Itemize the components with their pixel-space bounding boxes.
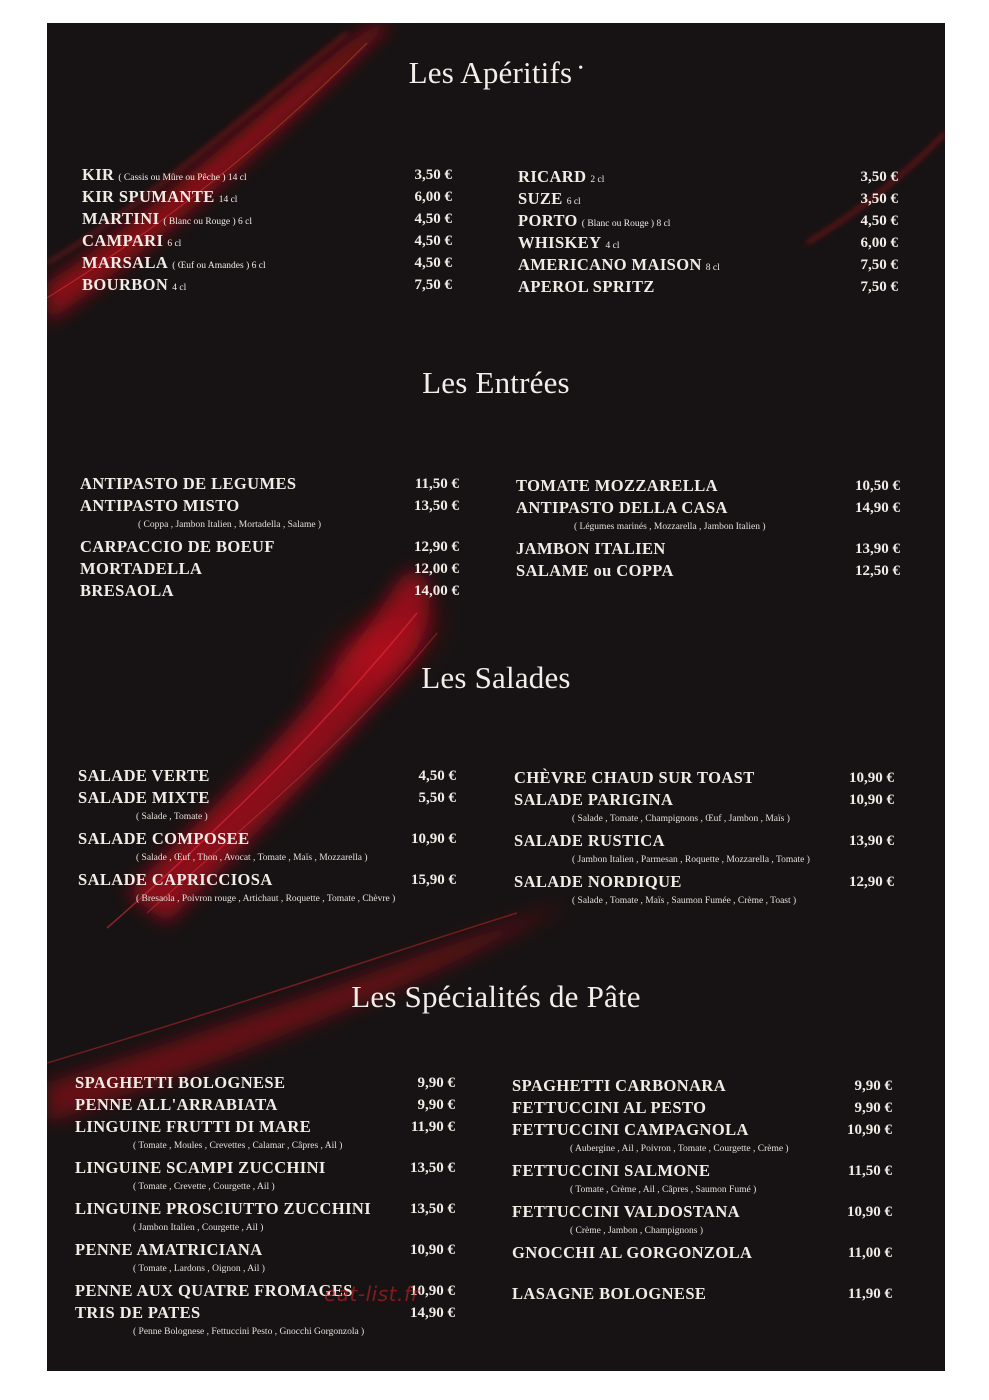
menu-item-price: 4,50 € [414,233,452,249]
menu-item-name [512,1119,749,1141]
menu-item-name [516,497,728,519]
menu-item-name [80,473,296,495]
menu-item-name-text: LASAGNE BOLOGNESE [512,1284,707,1303]
menu-item-name-text: SALADE CAPRICCIOSA [78,870,273,889]
menu-item-price: 10,90 € [410,1283,455,1299]
menu-item-name [512,1242,752,1264]
menu-item-price: 9,90 € [417,1075,455,1091]
menu-item [75,1239,455,1261]
menu-item [82,230,452,252]
menu-item-name-text: CAMPARI [82,231,164,250]
menu-item-description: ( Légumes marinés , Mozzarella , Jambon Italien ) [574,522,766,532]
menu-item-volume-note: ( Blanc ou Rouge ) 8 cl [581,219,671,229]
menu-item-name [514,767,755,789]
menu-item [512,1242,892,1264]
menu-item-name-text: FETTUCCINI VALDOSTANA [512,1202,740,1221]
menu-item-name-text: ANTIPASTO DE LEGUMES [80,474,297,493]
menu-item-name [78,765,210,787]
menu-item [82,208,452,230]
menu-item-description: ( Aubergine , Ail , Poivron , Tomate , Courgette , Crème ) [570,1144,789,1154]
menu-item [82,186,452,208]
menu-item-description: ( Salade , Tomate , Champignons , Œuf , Jambon , Maïs ) [572,814,790,824]
menu-item-name [75,1116,311,1138]
menu-item-volume-note: 8 cl [705,263,720,273]
menu-item-volume-note: 6 cl [167,239,182,249]
menu-item [514,830,894,852]
menu-item-name-text: SALADE COMPOSEE [78,829,250,848]
menu-item-name [512,1160,710,1182]
salades-right-column [514,767,894,912]
menu-item-name [518,276,655,298]
menu-item-name [514,871,682,893]
menu-item-price: 12,00 € [414,561,459,577]
aperitifs-right-column [518,166,898,298]
pates-right-column [512,1075,892,1305]
menu-item [516,538,900,560]
menu-item-description: ( Penne Bolognese , Fettuccini Pesto , Gnocchi Gorgonzola ) [133,1327,365,1337]
menu-item [512,1075,892,1097]
menu-item-name-text: APEROL SPRITZ [518,277,655,296]
menu-item-description: ( Salade , Tomate ) [136,812,208,822]
menu-item-price: 14,90 € [410,1305,455,1321]
menu-item-name [78,787,210,809]
menu-item-price: 11,90 € [847,1286,892,1302]
menu-item-description: ( Crème , Jambon , Champignons ) [570,1226,703,1236]
menu-item-name [516,475,718,497]
menu-item [82,274,452,296]
menu-item [512,1201,892,1223]
menu-item-name-text: AMERICANO MAISON [518,255,702,274]
menu-item-name-text: SUZE [518,189,563,208]
section-title-entrees [47,365,945,401]
menu-item-price: 11,50 € [847,1163,892,1179]
menu-item-name-text: KIR SPUMANTE [82,187,215,206]
menu-item [512,1097,892,1119]
menu-item-price: 15,90 € [411,872,456,888]
menu-item-name [75,1094,278,1116]
menu-item [512,1283,892,1305]
aperitifs-left-column [82,164,452,296]
menu-item-name [75,1302,201,1324]
menu-item-name-text: CARPACCIO DE BOEUF [80,537,275,556]
title-bullet: • [578,60,584,76]
menu-item-price: 13,50 € [414,498,459,514]
menu-item-name-text: GNOCCHI AL GORGONZOLA [512,1243,753,1262]
menu-item-name [80,495,240,517]
menu-item-name [512,1201,740,1223]
menu-item-volume-note: ( Œuf ou Amandes ) 6 cl [172,261,266,271]
menu-item [518,188,898,210]
menu-item-name-text: BRESAOLA [80,581,174,600]
menu-item-description: ( Jambon Italien , Courgette , Ail ) [133,1223,264,1233]
menu-item-name-text: ANTIPASTO DELLA CASA [516,498,728,517]
menu-item-name [512,1097,706,1119]
menu-item-price: 14,00 € [414,583,459,599]
menu-item-price: 13,90 € [855,541,900,557]
menu-item-name [78,869,273,891]
menu-item-name-text: MARSALA [82,253,169,272]
menu-item [80,536,459,558]
menu-item-price: 6,00 € [860,235,898,251]
menu-item-name-text: SALADE RUSTICA [514,831,665,850]
menu-item-name [514,830,665,852]
menu-item-name [80,536,275,558]
menu-item [75,1198,455,1220]
menu-item-price: 10,90 € [410,1242,455,1258]
menu-item-name-text: JAMBON ITALIEN [516,539,666,558]
menu-item-name-text: LINGUINE PROSCIUTTO ZUCCHINI [75,1199,372,1218]
menu-item-name-text: SALADE PARIGINA [514,790,674,809]
menu-item-name [80,558,202,580]
menu-item-name-text: WHISKEY [518,233,602,252]
menu-item-name-text: SALAME ou COPPA [516,561,674,580]
menu-item-price: 9,90 € [417,1097,455,1113]
menu-item-volume-note: ( Blanc ou Rouge ) 6 cl [163,217,253,227]
menu-item-volume-note: 14 cl [218,195,238,205]
menu-item-price: 13,90 € [849,833,894,849]
menu-item [518,254,898,276]
menu-item-price: 10,90 € [847,1204,892,1220]
menu-item-price: 11,00 € [847,1245,892,1261]
entrees-right-column [516,475,900,582]
menu-item-name-text: FETTUCCINI AL PESTO [512,1098,707,1117]
menu-item [78,787,456,809]
menu-item-volume-note: 2 cl [590,175,605,185]
menu-item-price: 12,50 € [855,563,900,579]
menu-item [518,166,898,188]
menu-item-price: 12,90 € [414,539,459,555]
menu-item-name [516,560,674,582]
menu-item [82,164,452,186]
menu-item-price: 7,50 € [860,279,898,295]
menu-item-name-text: RICARD [518,167,587,186]
menu-item [514,767,894,789]
menu-item-name-text: TOMATE MOZZARELLA [516,476,718,495]
menu-item-volume-note: ( Cassis ou Mûre ou Pêche ) 14 cl [118,173,247,183]
menu-item [75,1116,455,1138]
menu-item-name [78,828,249,850]
menu-item-price: 3,50 € [860,169,898,185]
menu-item [514,871,894,893]
menu-item [516,497,900,519]
menu-content [47,23,945,1371]
menu-item [82,252,452,274]
section-title-aperitifs [47,55,945,91]
section-title-text: Les Entrées [422,365,570,400]
menu-item-name-text: MORTADELLA [80,559,203,578]
menu-item-name-text: KIR [82,165,115,184]
menu-item-name-text: PENNE ALL'ARRABIATA [75,1095,278,1114]
menu-item-name-text: SPAGHETTI BOLOGNESE [75,1073,286,1092]
menu-item-description: ( Salade , Œuf , Thon , Avocat , Tomate , Maïs , Mozzarella ) [136,853,368,863]
menu-item-name-text: SPAGHETTI CARBONARA [512,1076,727,1095]
menu-item [514,789,894,811]
menu-item-name-text: SALADE MIXTE [78,788,210,807]
menu-item [512,1119,892,1141]
menu-item [78,765,456,787]
menu-item-price: 12,90 € [849,874,894,890]
menu-item-price: 4,50 € [860,213,898,229]
menu-item-name [75,1198,371,1220]
menu-item-name-text: LINGUINE FRUTTI DI MARE [75,1117,312,1136]
menu-item [80,558,459,580]
menu-item [516,475,900,497]
menu-item-price: 10,90 € [849,770,894,786]
menu-item-price: 13,50 € [410,1201,455,1217]
menu-item-description: ( Salade , Tomate , Maïs , Saumon Fumée , Crème , Toast ) [572,896,797,906]
menu-item-name-text: SALADE NORDIQUE [514,872,682,891]
menu-item-price: 9,90 € [854,1078,892,1094]
menu-item-price: 10,90 € [411,831,456,847]
menu-item-price: 11,50 € [414,476,459,492]
menu-page [47,23,945,1371]
menu-item-volume-note: 4 cl [172,283,187,293]
menu-item [518,276,898,298]
section-title-pates [47,979,945,1015]
menu-item-name-text: MARTINI [82,209,160,228]
menu-item [78,828,456,850]
menu-item-name [75,1239,263,1261]
menu-item-name-text: SALADE VERTE [78,766,210,785]
menu-item-name [75,1157,326,1179]
menu-item [80,580,459,602]
menu-item-price: 9,90 € [854,1100,892,1116]
section-title-text: Les Salades [421,660,571,695]
menu-item-price: 10,90 € [847,1122,892,1138]
menu-item-name [75,1280,353,1302]
salades-left-column [78,765,456,910]
menu-item [518,210,898,232]
menu-item [518,232,898,254]
menu-item-description: ( Tomate , Crevette , Courgette , Ail ) [133,1182,275,1192]
menu-item-name [75,1072,285,1094]
menu-item-volume-note: 4 cl [605,241,620,251]
menu-item-volume-note: 6 cl [566,197,581,207]
menu-item [512,1160,892,1182]
menu-item-price: 4,50 € [418,768,456,784]
menu-item-description: ( Coppa , Jambon Italien , Mortadella , Salame ) [138,520,322,530]
menu-item-price: 7,50 € [414,277,452,293]
menu-item-name [512,1283,706,1305]
menu-item-name-text: PENNE AUX QUATRE FROMAGES [75,1281,353,1300]
menu-item-description: ( Tomate , Crème , Ail , Câpres , Saumon Fumé ) [570,1185,757,1195]
menu-item-price: 6,00 € [414,189,452,205]
menu-item-price: 14,90 € [855,500,900,516]
entrees-left-column [80,473,459,602]
menu-item-description: ( Bresaola , Poivron rouge , Artichaut , Roquette , Tomate , Chèvre ) [136,894,396,904]
menu-item-price: 7,50 € [860,257,898,273]
menu-item-price: 13,50 € [410,1160,455,1176]
menu-item-name [82,274,186,299]
menu-item-name [512,1075,726,1097]
menu-item-name [514,789,673,811]
section-title-text: Les Apéritifs [408,55,573,90]
menu-item-name-text: PENNE AMATRICIANA [75,1240,263,1259]
menu-item-name-text: TRIS DE PATES [75,1303,201,1322]
menu-item-name [80,580,174,602]
section-title-salades [47,660,945,696]
menu-item-price: 10,50 € [855,478,900,494]
menu-item-name-text: BOURBON [82,275,169,294]
menu-item [516,560,900,582]
menu-item-price: 11,90 € [410,1119,455,1135]
menu-item [75,1157,455,1179]
menu-item-name [516,538,666,560]
menu-item-price: 5,50 € [418,790,456,806]
menu-item-price: 3,50 € [414,167,452,183]
section-title-text: Les Spécialités de Pâte [351,979,641,1014]
menu-item-price: 4,50 € [414,211,452,227]
menu-item-name-text: ANTIPASTO MISTO [80,496,240,515]
menu-item-name-text: CHÈVRE CHAUD SUR TOAST [514,768,755,787]
row-spacer [512,1264,892,1283]
menu-item [80,473,459,495]
menu-item-price: 10,90 € [849,792,894,808]
menu-item-name-text: FETTUCCINI SALMONE [512,1161,711,1180]
menu-item-price: 4,50 € [414,255,452,271]
menu-item-description: ( Tomate , Moules , Crevettes , Calamar , Câpres , Ail ) [133,1141,343,1151]
menu-item [78,869,456,891]
menu-item-description: ( Tomate , Lardons , Oignon , Ail ) [133,1264,265,1274]
menu-item-price: 3,50 € [860,191,898,207]
menu-item [75,1072,455,1094]
watermark: eat-list.fr [324,1282,421,1306]
menu-item-name-text: LINGUINE SCAMPI ZUCCHINI [75,1158,326,1177]
menu-item-name-text: PORTO [518,211,578,230]
menu-item [75,1094,455,1116]
menu-item [80,495,459,517]
menu-item-name-text: FETTUCCINI CAMPAGNOLA [512,1120,749,1139]
menu-item-description: ( Jambon Italien , Parmesan , Roquette , Mozzarella , Tomate ) [572,855,810,865]
